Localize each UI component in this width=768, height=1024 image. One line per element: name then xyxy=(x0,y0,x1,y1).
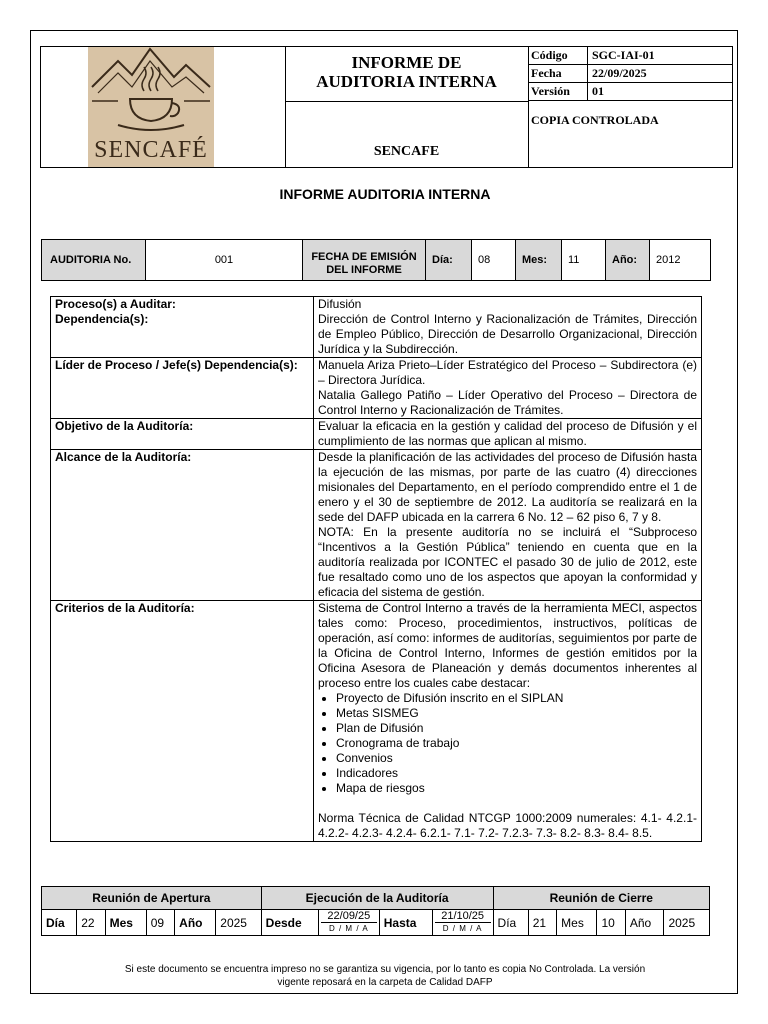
table-row xyxy=(42,910,710,936)
meta-key: Fecha xyxy=(528,65,588,82)
lider-label: Líder de Proceso / Jefe(s) Dependencia(s): xyxy=(51,358,314,419)
hasta-cell xyxy=(432,910,493,936)
criterios-label: Criterios de la Auditoría: xyxy=(51,601,314,842)
document-header xyxy=(40,46,733,168)
hasta-label: Hasta xyxy=(379,910,432,936)
hasta-value: 21/10/25 xyxy=(441,910,485,922)
organization-name: SENCAFE xyxy=(373,144,440,159)
report-title-line2: AUDITORIA INTERNA xyxy=(316,72,497,91)
row-value xyxy=(314,601,702,842)
proceso-label: Proceso(s) a Auditar: xyxy=(55,297,176,311)
list-item: • Metas SISMEG xyxy=(336,706,697,721)
page-title: INFORME AUDITORIA INTERNA xyxy=(279,186,491,202)
title-cell xyxy=(285,47,529,167)
dia-label: Día xyxy=(42,910,77,936)
dia-value: 22 xyxy=(77,910,105,936)
list-item: • Plan de Difusión xyxy=(336,721,697,736)
row-value xyxy=(314,450,702,601)
year-value: 2012 xyxy=(656,254,681,266)
logo-cell xyxy=(41,47,286,167)
meta-value: SGC-IAI-01 xyxy=(592,48,655,62)
footer-line-1: Si este documento se encuentra impreso no se garantiza su vigencia, por lo tanto es copia No Controlada. La versión xyxy=(124,964,646,975)
list-item: • Cronograma de trabajo xyxy=(336,736,697,751)
meta-key: Código xyxy=(528,47,588,64)
dmy-label: D / M / A xyxy=(435,922,491,935)
cierre-ano-value: 2025 xyxy=(664,910,710,936)
ano-label: Año xyxy=(175,910,216,936)
list-item: • Proyecto de Difusión inscrito en el SIPLAN xyxy=(336,691,697,706)
meta-row-fecha xyxy=(528,65,733,83)
mes-value: 09 xyxy=(146,910,174,936)
dependencia-value: Dirección de Control Interno y Racionalización de Trámites, Dirección de Empleo Público, Dirección de Desarrollo Organizacional, Dirección Jurídica y la Subdirección. xyxy=(318,312,697,356)
document-meta xyxy=(528,47,733,101)
row-value xyxy=(314,358,702,419)
dmy-label: D / M / A xyxy=(321,922,377,935)
emission-date-label: FECHA DE EMISIÓN DEL INFORME xyxy=(303,240,426,280)
list-item: • Convenios xyxy=(336,751,697,766)
ejecucion-header: Ejecución de la Auditoría xyxy=(261,887,493,910)
ano-value: 2025 xyxy=(216,910,261,936)
alcance-note: NOTA: En la presente auditoría no se incluirá el “Subproceso “Incentivos a la Gestión Pública” teniendo en cuenta que en la auditoría realizada por ICONTEC el pasado 30 de julio de 2012, este fue resaltado como uno de los aspectos que apoyan la conformidad y eficacia del sistema de gestión. xyxy=(318,525,697,599)
month-value: 11 xyxy=(562,240,606,280)
alcance-value: Desde la planificación de las actividades del proceso de Difusión hasta la ejecución de las mismas, por parte de las cuatro (4) direcciones misionales del Departamento, en el período comprendido entre el 1 de enero y el 30 de septiembre de 2012. La auditoría se realizará en la sede del DAFP ubicada en la carrera 6 No. 12 – 62 piso 6, 7 y 8. xyxy=(318,450,697,524)
row-value xyxy=(314,297,702,358)
cierre-mes-value: 10 xyxy=(597,910,625,936)
desde-label: Desde xyxy=(261,910,318,936)
criterios-norma: Norma Técnica de Calidad NTCGP 1000:2009 numerales: 4.1- 4.2.1- 4.2.2- 4.2.3- 4.2.4- 6.2.1- 7.1- 7.2- 7.2.3- 7.3- 8.2- 8.3- 8.4- 8.5. xyxy=(318,811,697,840)
cierre-ano-label: Año xyxy=(625,910,664,936)
meta-key: Versión xyxy=(528,83,588,100)
footer-line-2: vigente reposará en la carpeta de Calidad DAFP xyxy=(277,977,493,988)
list-item: • Mapa de riesgos xyxy=(336,781,697,796)
audit-info-row xyxy=(41,239,711,281)
year-label: Año: xyxy=(606,240,650,280)
proceso-value: Difusión xyxy=(318,297,362,311)
table-row xyxy=(51,358,702,419)
spacer xyxy=(318,796,697,811)
criterios-list xyxy=(318,691,697,796)
logo-brand-text: SENCAFÉ xyxy=(94,137,208,163)
report-title-line1: INFORME DE xyxy=(351,53,462,72)
desde-date xyxy=(321,910,377,935)
day-value: 08 xyxy=(472,240,516,280)
cierre-dia-label: Día xyxy=(493,910,528,936)
coffee-mountain-icon xyxy=(88,47,214,137)
alcance-label: Alcance de la Auditoría: xyxy=(51,450,314,601)
cierre-header: Reunión de Cierre xyxy=(493,887,709,910)
table-row xyxy=(51,601,702,842)
apertura-header: Reunión de Apertura xyxy=(42,887,262,910)
footer-note xyxy=(31,963,739,989)
meta-row-version xyxy=(528,83,733,101)
dependencia-label: Dependencia(s): xyxy=(55,312,149,326)
table-row xyxy=(51,419,702,450)
meta-value: 01 xyxy=(592,84,604,98)
meta-row-codigo xyxy=(528,47,733,65)
table-row xyxy=(51,450,702,601)
day-label: Día: xyxy=(426,240,472,280)
document-page xyxy=(30,30,738,994)
meta-value: 22/09/2025 xyxy=(592,66,647,80)
copia-controlada-label: COPIA CONTROLADA xyxy=(531,113,659,127)
desde-cell xyxy=(318,910,379,936)
objetivo-label: Objetivo de la Auditoría: xyxy=(51,419,314,450)
mes-label: Mes xyxy=(105,910,146,936)
desde-value: 22/09/25 xyxy=(327,910,371,922)
cierre-mes-label: Mes xyxy=(557,910,597,936)
audit-no-label: AUDITORIA No. xyxy=(42,240,146,280)
lider-value-1: Manuela Ariza Prieto–Líder Estratégico del Proceso – Subdirectora (e) – Directora Jurídica. xyxy=(318,358,697,387)
table-row xyxy=(51,297,702,358)
audit-details-table xyxy=(50,296,702,842)
criterios-intro: Sistema de Control Interno a través de la herramienta MECI, aspectos tales como: Proceso, procedimientos, instructivos, políticas de operación, así como: informes de auditorías, seguimientos por parte de la Oficina de Control Interno, Informes de gestión emitidos por la Oficina Asesora de Planeación y demás documentos inherentes al proceso entre los cuales cabe destacar: xyxy=(318,601,697,690)
report-title xyxy=(285,47,528,102)
lider-value-2: Natalia Gallego Patiño – Líder Operativo del Proceso – Directora de Control Interno y Racionalización de Trámites. xyxy=(318,388,697,417)
cierre-dia-value: 21 xyxy=(528,910,556,936)
list-item: • Indicadores xyxy=(336,766,697,781)
month-label: Mes: xyxy=(516,240,562,280)
table-row xyxy=(42,887,710,910)
schedule-table xyxy=(41,886,710,936)
objetivo-value: Evaluar la eficacia en la gestión y calidad del proceso de Difusión y el cumplimiento de las normas que aplican al mismo. xyxy=(314,419,702,450)
sencafe-logo xyxy=(88,47,214,167)
hasta-date xyxy=(435,910,491,935)
audit-no-value: 001 xyxy=(146,240,303,280)
row-label xyxy=(51,297,314,358)
